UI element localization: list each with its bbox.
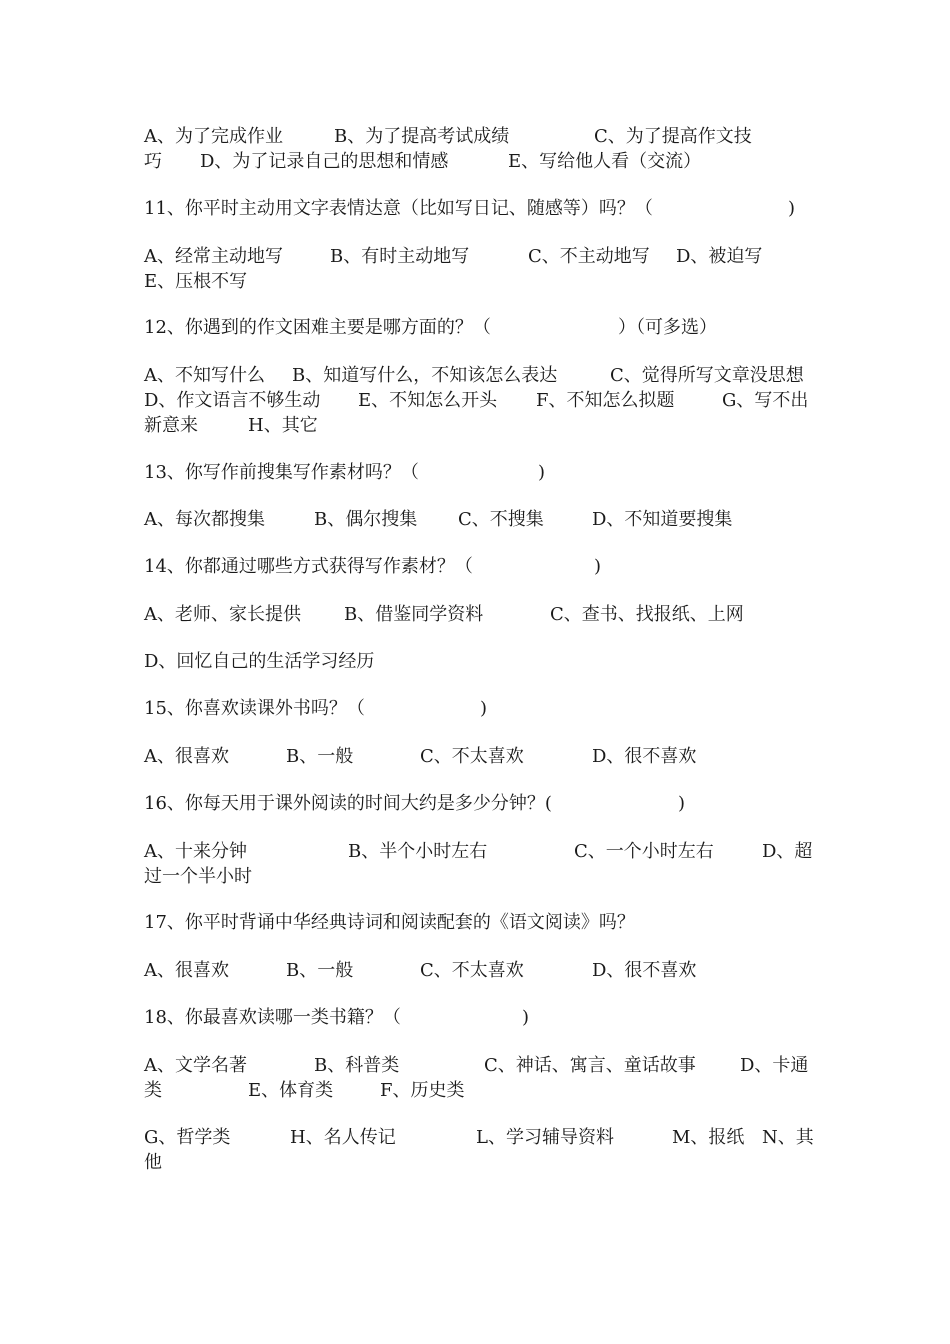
q12-question-segment: 12、你遇到的作文困难主要是哪方面的？（ <box>144 317 491 338</box>
q13-question-segment: 13、你写作前搜集写作素材吗？（ <box>144 462 419 483</box>
q16-options-2-segment: 过一个半小时 <box>144 866 252 887</box>
q18-options-3-segment: L、学习辅导资料 <box>476 1127 614 1148</box>
q12-options-1-segment: C、觉得所写文章没思想 <box>610 365 804 386</box>
q18-question-segment: 18、你最喜欢读哪一类书籍？（ <box>144 1007 401 1028</box>
q11-options-1-segment: B、有时主动地写 <box>330 246 470 267</box>
q18-options-2-segment: F、历史类 <box>380 1080 465 1101</box>
q12-options-2-segment: G、写不出 <box>722 390 809 411</box>
q12-options-1-segment: B、知道写什么，不知该怎么表达 <box>292 365 558 386</box>
q18-options-1-segment: A、文学名著 <box>144 1055 247 1076</box>
q15-question-segment: ) <box>480 698 488 719</box>
q18-options-2-segment: E、体育类 <box>248 1080 334 1101</box>
q11-question-segment: 11、你平时主动用文字表情达意（比如写日记、随感等）吗？（ <box>144 198 653 219</box>
q13-options-segment: C、不搜集 <box>458 509 544 530</box>
q16-options-1-segment: B、半个小时左右 <box>348 841 488 862</box>
q14-options-1-segment: A、老师、家长提供 <box>144 604 301 625</box>
q16-options-1-segment: A、十来分钟 <box>144 841 247 862</box>
q17-options-segment: C、不太喜欢 <box>420 960 524 981</box>
q12-options-3-segment: H、其它 <box>248 415 318 436</box>
q10-options-1-segment: C、为了提高作文技 <box>594 126 752 147</box>
q15-question-segment: 15、你喜欢读课外书吗？（ <box>144 698 365 719</box>
q17-options-segment: D、很不喜欢 <box>592 960 697 981</box>
q14-options-1-segment: C、查书、找报纸、上网 <box>550 604 744 625</box>
q11-options-1-segment: C、不主动地写 <box>528 246 650 267</box>
q14-options-2-segment: D、回忆自己的生活学习经历 <box>144 651 375 672</box>
q15-options-segment: B、一般 <box>286 746 354 767</box>
q10-options-1-segment: B、为了提高考试成绩 <box>334 126 510 147</box>
q11-options-1-segment: A、经常主动地写 <box>144 246 283 267</box>
q15-options-segment: C、不太喜欢 <box>420 746 524 767</box>
q11-options-2-segment: E、压根不写 <box>144 271 248 292</box>
q18-question-segment: ) <box>522 1007 530 1028</box>
q16-options-1-segment: C、一个小时左右 <box>574 841 714 862</box>
q10-options-2-segment: E、写给他人看（交流） <box>508 151 702 172</box>
q11-question-segment: ) <box>788 198 796 219</box>
q12-options-2-segment: D、作文语言不够生动 <box>144 390 321 411</box>
q18-options-3-segment: H、名人传记 <box>290 1127 396 1148</box>
q16-question-segment: 16、你每天用于课外阅读的时间大约是多少分钟？( <box>144 793 552 814</box>
q13-options-segment: B、偶尔搜集 <box>314 509 418 530</box>
q12-question-segment: ）（可多选） <box>618 317 717 338</box>
q12-options-1-segment: A、不知写什么 <box>144 365 265 386</box>
q17-options-segment: A、很喜欢 <box>144 960 229 981</box>
q18-options-1-segment: D、卡通 <box>740 1055 809 1076</box>
q18-options-1-segment: C、神话、寓言、童话故事 <box>484 1055 696 1076</box>
q16-options-1-segment: D、超 <box>762 841 813 862</box>
q15-options-segment: A、很喜欢 <box>144 746 229 767</box>
q12-options-2-segment: F、不知怎么拟题 <box>536 390 675 411</box>
q14-question-segment: ) <box>594 556 602 577</box>
q17-options-segment: B、一般 <box>286 960 354 981</box>
q12-options-2-segment: E、不知怎么开头 <box>358 390 498 411</box>
q12-options-3-segment: 新意来 <box>144 415 198 436</box>
q18-options-3-segment: G、哲学类 <box>144 1127 231 1148</box>
q18-options-3-segment: N、其 <box>762 1127 814 1148</box>
q10-options-2-segment: D、为了记录自己的思想和情感 <box>200 151 449 172</box>
q18-options-2-segment: 类 <box>144 1080 162 1101</box>
q14-options-1-segment: B、借鉴同学资料 <box>344 604 484 625</box>
q17-question-segment: 17、你平时背诵中华经典诗词和阅读配套的《语文阅读》吗？ <box>144 912 635 933</box>
q18-options-1-segment: B、科普类 <box>314 1055 400 1076</box>
q11-options-1-segment: D、被迫写 <box>676 246 763 267</box>
q13-options-segment: A、每次都搜集 <box>144 509 265 530</box>
q14-question-segment: 14、你都通过哪些方式获得写作素材？（ <box>144 556 473 577</box>
q18-options-3-segment: M、报纸 <box>672 1127 745 1148</box>
q15-options-segment: D、很不喜欢 <box>592 746 697 767</box>
q16-question-segment: ) <box>678 793 686 814</box>
q10-options-2-segment: 巧 <box>144 151 162 172</box>
q13-question-segment: ) <box>538 462 546 483</box>
q18-options-4-segment: 他 <box>144 1152 162 1173</box>
q10-options-1-segment: A、为了完成作业 <box>144 126 283 147</box>
q13-options-segment: D、不知道要搜集 <box>592 509 733 530</box>
